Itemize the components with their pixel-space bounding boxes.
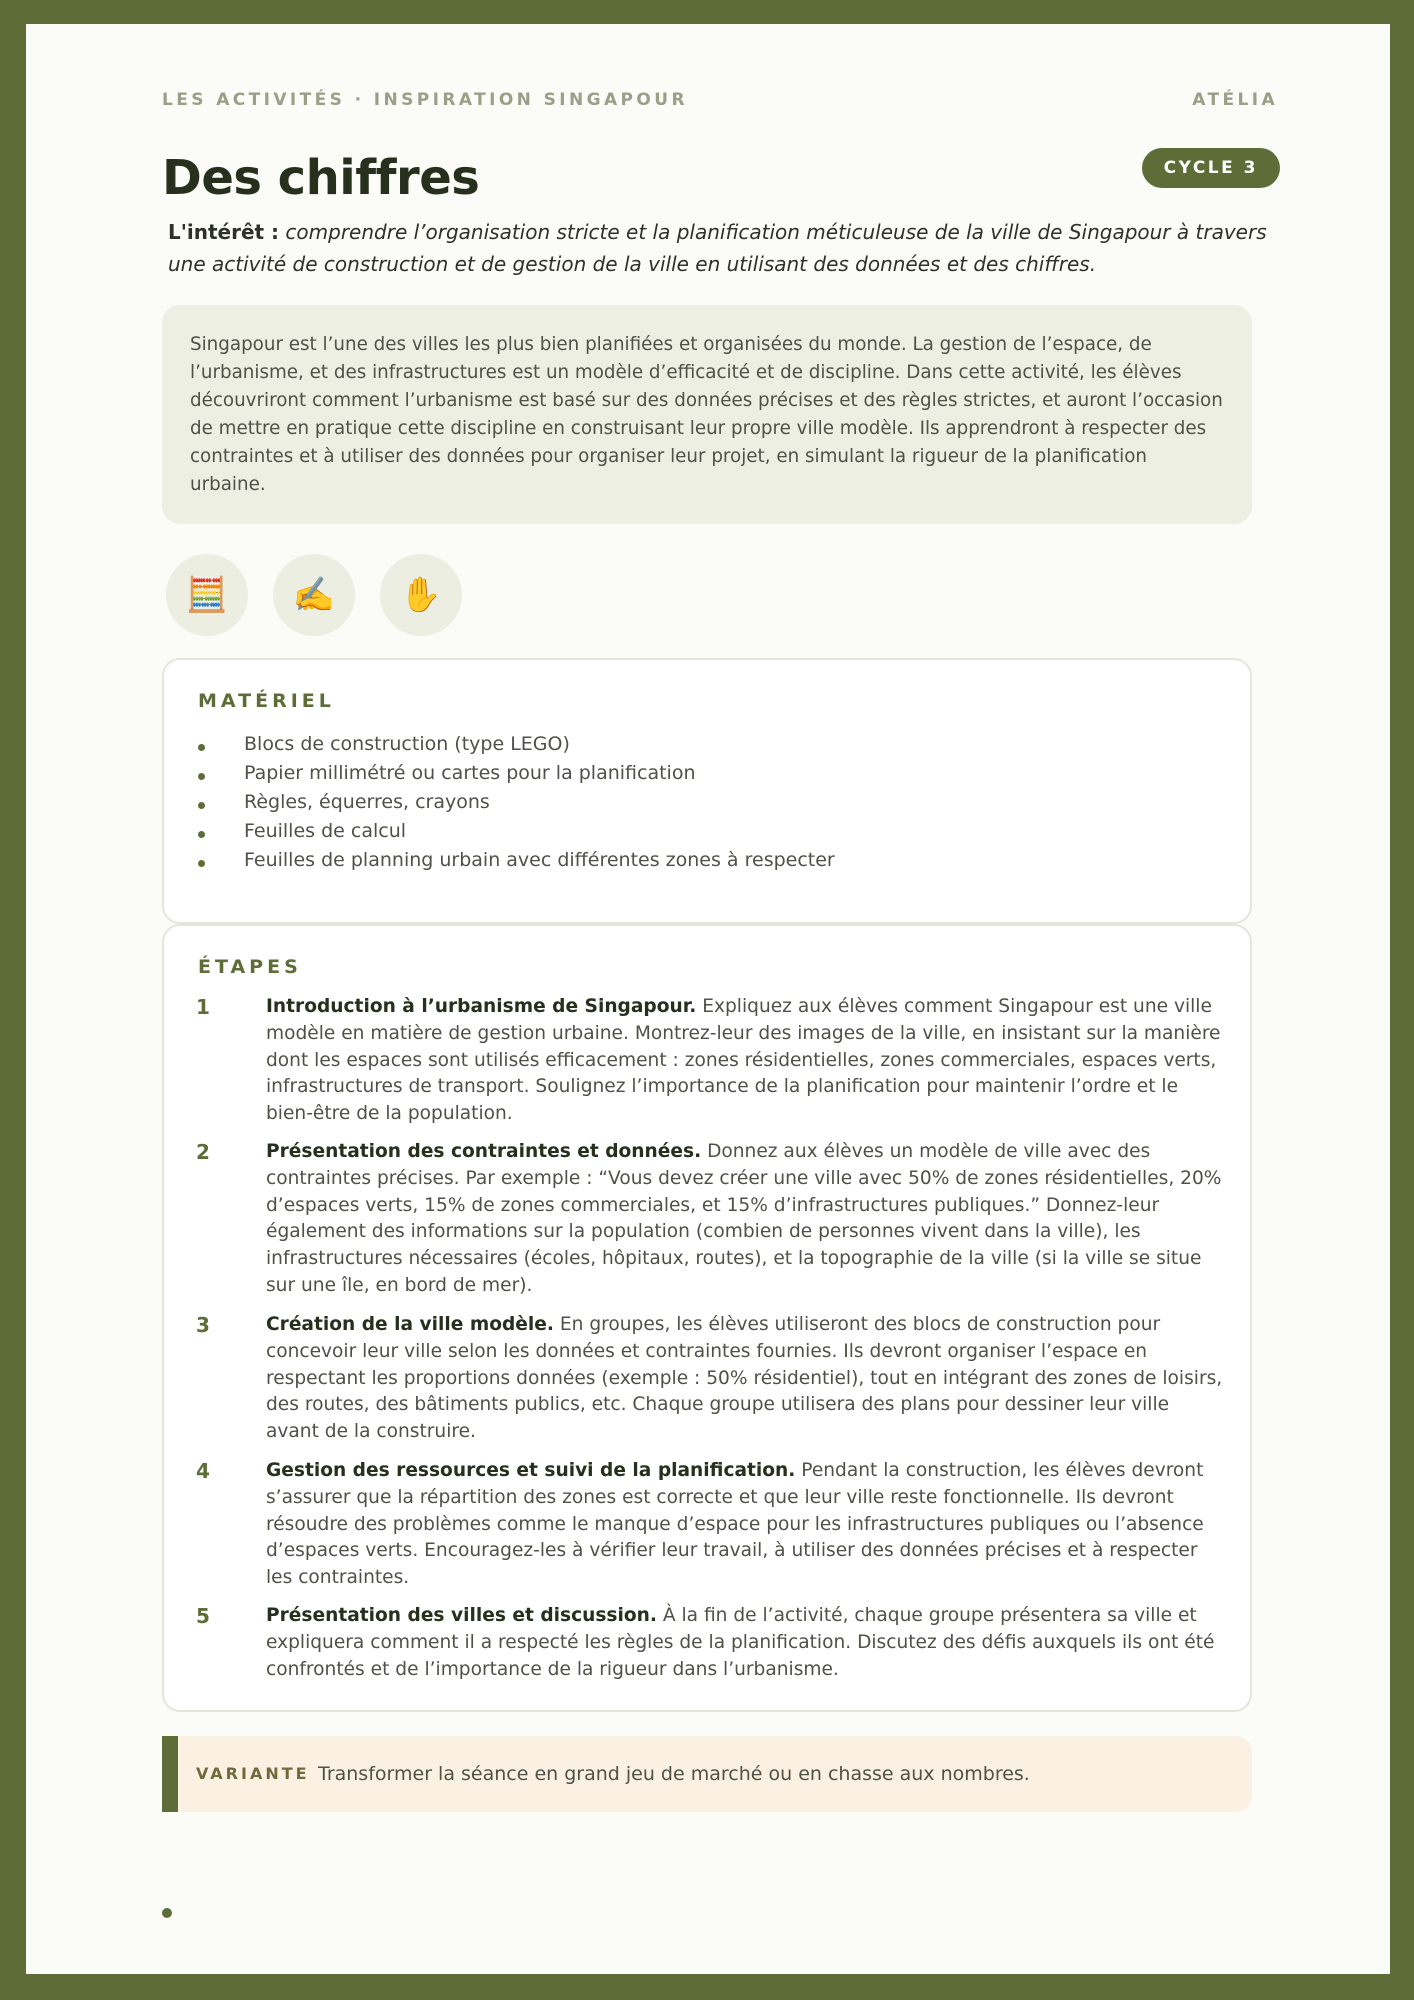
variante-box bbox=[162, 1736, 1252, 1812]
step-body bbox=[266, 994, 1224, 1128]
list-item-text: Papier millimétré ou cartes pour la planification bbox=[244, 762, 696, 784]
step-number: 5 bbox=[196, 1604, 210, 1628]
step-heading: Introduction à l’urbanisme de Singapour. bbox=[266, 996, 697, 1017]
step-text: Expliquez aux élèves comment Singapour est une ville modèle en matière de gestion urbaine. Montrez-leur des images de la ville, en insistant sur la manière dont les espaces sont utilisés efficacement : zones résidentielles, zones commerciales, espaces verts, infrastructures de transport. Soulignez l’importance de la planification pour maintenir l’ordre et le bien-être de la population. bbox=[266, 996, 1221, 1125]
list-item-text: Blocs de construction (type LEGO) bbox=[244, 733, 570, 755]
bullet-icon bbox=[198, 802, 205, 809]
step-text: À la fin de l’activité, chaque groupe présentera sa ville et expliquera comment il a respecté les règles de la planification. Discutez des défis auxquels ils ont été confrontés et de l’importance de la rigueur dans l’urbanisme. bbox=[266, 1605, 1215, 1680]
step-body bbox=[266, 1458, 1224, 1592]
list-item-text: Feuilles de calcul bbox=[244, 820, 407, 842]
brand-name: ATÉLIA bbox=[1192, 90, 1278, 110]
interest-text: comprendre l’organisation stricte et la planification méticuleuse de la ville de Singapour à travers une activité de construction et de gestion de la ville en utilisant des données et des chiffres. bbox=[168, 220, 1267, 276]
writing-hand-icon: ✍️ bbox=[273, 554, 355, 636]
list-item bbox=[198, 730, 835, 759]
step-body bbox=[266, 1312, 1224, 1446]
step-heading: Présentation des contraintes et données. bbox=[266, 1141, 702, 1162]
variante-text: Transformer la séance en grand jeu de marché ou en chasse aux nombres. bbox=[318, 1763, 1030, 1785]
step-body bbox=[266, 1603, 1224, 1683]
cycle-badge: CYCLE 3 bbox=[1142, 148, 1280, 188]
abacus-icon: 🧮 bbox=[166, 554, 248, 636]
variante-label: VARIANTE bbox=[196, 1764, 310, 1783]
interest-label: L'intérêt : bbox=[168, 220, 280, 244]
raised-hand-icon: ✋ bbox=[380, 554, 462, 636]
step-text: Donnez aux élèves un modèle de ville avec des contraintes précises. Par exemple : “Vous devez créer une ville avec 50% de zones résidentielles, 20% d’espaces verts, 15% de zones commerciales, et 15% d’infrastructures publiques.” Donnez-leur également des informations sur la population (combien de personnes vivent dans la ville), les infrastructures nécessaires (écoles, hôpitaux, routes), et la topographie de la ville (si la ville se situe sur une île, en bord de mer). bbox=[266, 1141, 1222, 1296]
footer-dot bbox=[162, 1908, 172, 1918]
materiel-title: MATÉRIEL bbox=[198, 690, 335, 712]
materiel-card bbox=[162, 658, 1252, 924]
step-number: 1 bbox=[196, 995, 210, 1019]
step-number: 4 bbox=[196, 1459, 210, 1483]
list-item-text: Feuilles de planning urbain avec différentes zones à respecter bbox=[244, 849, 835, 871]
materiel-list bbox=[198, 730, 835, 875]
bullet-icon bbox=[198, 860, 205, 867]
bullet-icon bbox=[198, 773, 205, 780]
etapes-title: ÉTAPES bbox=[198, 956, 302, 978]
intro-box: Singapour est l’une des villes les plus bien planifiées et organisées du monde. La gestion de l’espace, de l’urbanisme, et des infrastructures est un modèle d’efficacité et de discipline. Dans cette activité, les élèves découvriront comment l’urbanisme est basé sur des données précises et des règles strictes, et auront l’occasion de mettre en pratique cette discipline en construisant leur propre ville modèle. Ils apprendront à respecter des contraintes et à utiliser des données pour organiser leur projet, en simulant la rigueur de la planification urbaine. bbox=[162, 305, 1252, 524]
bullet-icon bbox=[198, 831, 205, 838]
list-item bbox=[198, 788, 835, 817]
section-label: LES ACTIVITÉS · INSPIRATION SINGAPOUR bbox=[162, 90, 688, 110]
step-body bbox=[266, 1139, 1224, 1300]
list-item-text: Règles, équerres, crayons bbox=[244, 791, 490, 813]
etapes-card bbox=[162, 924, 1252, 1712]
page-title: Des chiffres bbox=[162, 150, 480, 206]
list-item bbox=[198, 846, 835, 875]
list-item bbox=[198, 759, 835, 788]
list-item bbox=[198, 817, 835, 846]
page-header bbox=[162, 90, 1278, 110]
step-heading: Présentation des villes et discussion. bbox=[266, 1605, 657, 1626]
step-number: 3 bbox=[196, 1313, 210, 1337]
step-heading: Gestion des ressources et suivi de la planification. bbox=[266, 1460, 796, 1481]
step-text: Pendant la construction, les élèves devront s’assurer que la répartition des zones est correcte et que leur ville reste fonctionnelle. Ils devront résoudre des problèmes comme le manque d’espace pour les infrastructures publiques ou l’absence d’espaces verts. Encouragez-les à vérifier leur travail, à utiliser des données précises et à respecter les contraintes. bbox=[266, 1460, 1204, 1589]
activity-page bbox=[26, 24, 1390, 1974]
interest-paragraph bbox=[168, 216, 1268, 280]
step-number: 2 bbox=[196, 1140, 210, 1164]
step-heading: Création de la ville modèle. bbox=[266, 1314, 554, 1335]
bullet-icon bbox=[198, 744, 205, 751]
step-text: En groupes, les élèves utiliseront des blocs de construction pour concevoir leur ville selon les données et contraintes fournies. Ils devront organiser l’espace en respectant les proportions données (exemple : 50% résidentiel), tout en intégrant des zones de loisirs, des routes, des bâtiments publics, etc. Chaque groupe utilisera des plans pour dessiner leur ville avant de la construire. bbox=[266, 1314, 1223, 1443]
